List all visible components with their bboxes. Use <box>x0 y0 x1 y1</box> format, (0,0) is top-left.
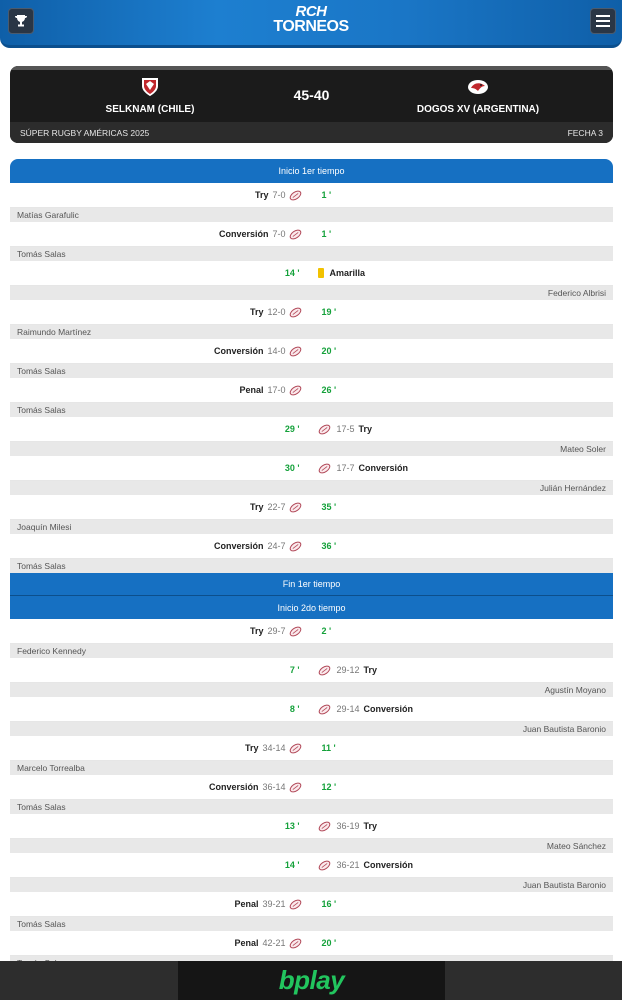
rugby-ball-icon <box>318 424 331 435</box>
match-round: FECHA 3 <box>567 127 603 138</box>
event-player: Tomás Salas <box>10 403 613 417</box>
event-player: Agustín Moyano <box>10 683 613 697</box>
event-score: 36-14 <box>262 782 286 792</box>
rugby-ball-icon <box>289 782 302 793</box>
event-row[interactable] <box>10 495 613 520</box>
event-away-detail <box>312 456 413 480</box>
away-team-name: DOGOS XV (ARGENTINA) <box>416 104 540 115</box>
event-ball <box>289 307 302 318</box>
event-minute-wrap <box>312 534 337 558</box>
event-ball <box>289 502 302 513</box>
event-type: Conversión <box>213 541 264 551</box>
event-ball <box>289 938 302 949</box>
event-row[interactable] <box>10 697 613 722</box>
rugby-ball-icon <box>318 860 331 871</box>
event-home-detail <box>255 183 312 207</box>
event-type: Amarilla <box>329 268 366 278</box>
rugby-ball-icon <box>289 541 302 552</box>
event-row[interactable] <box>10 619 613 644</box>
event-minute-wrap <box>285 456 312 480</box>
first-half-events <box>10 183 613 573</box>
away-crest-icon <box>363 76 593 98</box>
rugby-ball-icon <box>318 704 331 715</box>
event-minute-wrap <box>312 222 332 246</box>
event-minute-wrap <box>312 378 337 402</box>
event-score: 36-21 <box>336 860 360 870</box>
event-score: 17-7 <box>336 463 355 473</box>
event-type: Conversión <box>358 463 409 473</box>
rugby-ball-icon <box>289 190 302 201</box>
rugby-ball-icon <box>289 385 302 396</box>
logo-line2: TORNEOS <box>273 18 349 35</box>
event-type: Penal <box>234 938 259 948</box>
event-type: Conversión <box>218 229 269 239</box>
event-row[interactable] <box>10 456 613 481</box>
event-minute-wrap <box>312 495 337 519</box>
event-score: 17-5 <box>336 424 355 434</box>
event-score: 12-0 <box>267 307 286 317</box>
rugby-ball-icon <box>318 665 331 676</box>
event-ball <box>289 346 302 357</box>
event-home-detail <box>250 300 312 324</box>
event-row[interactable] <box>10 300 613 325</box>
event-ball <box>289 229 302 240</box>
event-away-detail <box>312 697 418 721</box>
event-minute: 13 ' <box>284 821 300 831</box>
event-home-detail <box>214 339 312 363</box>
event-type: Try <box>363 665 378 675</box>
event-home-detail <box>239 378 311 402</box>
event-minute: 7 ' <box>289 665 300 675</box>
rugby-ball-icon <box>289 502 302 513</box>
event-player: Tomás Salas <box>10 917 613 931</box>
event-type: Try <box>244 743 259 753</box>
event-ball <box>318 821 331 832</box>
rugby-ball-icon <box>289 229 302 240</box>
event-type: Conversión <box>363 860 414 870</box>
rugby-ball-icon <box>289 899 302 910</box>
rugby-ball-icon <box>318 463 331 474</box>
event-minute-wrap <box>312 300 337 324</box>
section-first-half-start: Inicio 1er tiempo <box>10 159 613 183</box>
event-score: 42-21 <box>262 938 286 948</box>
event-player: Juan Bautista Baronio <box>10 722 613 736</box>
event-minute-wrap <box>285 853 312 877</box>
event-minute: 2 ' <box>321 626 332 636</box>
event-minute-wrap <box>312 736 336 760</box>
event-ball <box>289 190 302 201</box>
event-row[interactable] <box>10 814 613 839</box>
scorecard-footer <box>10 122 613 143</box>
event-minute-wrap <box>290 697 312 721</box>
event-minute: 16 ' <box>321 899 337 909</box>
event-type: Try <box>363 821 378 831</box>
rugby-ball-icon <box>289 626 302 637</box>
event-minute: 26 ' <box>321 385 337 395</box>
event-type: Penal <box>239 385 264 395</box>
event-home-detail <box>250 619 312 643</box>
event-player: Tomás Salas <box>10 800 613 814</box>
event-player: Mateo Soler <box>10 442 613 456</box>
event-score: 7-0 <box>272 229 286 239</box>
event-ball <box>318 704 331 715</box>
event-ball <box>318 424 331 435</box>
match-scorecard[interactable] <box>10 66 613 143</box>
event-minute: 19 ' <box>321 307 337 317</box>
event-row[interactable] <box>10 658 613 683</box>
event-minute: 20 ' <box>321 938 337 948</box>
event-row[interactable] <box>10 339 613 364</box>
event-score: 29-12 <box>336 665 360 675</box>
event-minute-wrap <box>285 814 312 838</box>
event-row[interactable] <box>10 853 613 878</box>
event-minute: 20 ' <box>321 346 337 356</box>
event-row[interactable] <box>10 892 613 917</box>
event-row[interactable] <box>10 183 613 208</box>
event-score: 17-0 <box>267 385 286 395</box>
event-type: Conversión <box>208 782 259 792</box>
event-minute: 35 ' <box>321 502 337 512</box>
event-player: Marcelo Torrealba <box>10 761 613 775</box>
logo-line1: RCH <box>295 3 327 20</box>
event-type: Try <box>358 424 373 434</box>
section-first-half-end: Fin 1er tiempo <box>10 573 613 596</box>
event-ball <box>289 782 302 793</box>
event-type: Try <box>254 190 269 200</box>
event-row[interactable] <box>10 261 613 286</box>
yellow-card-icon <box>318 268 324 278</box>
event-minute: 30 ' <box>284 463 300 473</box>
rugby-ball-icon <box>289 346 302 357</box>
rugby-ball-icon <box>318 821 331 832</box>
app-header <box>0 0 622 48</box>
rugby-ball-icon <box>289 743 302 754</box>
event-ball <box>318 860 331 871</box>
event-type: Conversión <box>363 704 414 714</box>
event-score: 29-14 <box>336 704 360 714</box>
event-player: Juan Bautista Baronio <box>10 878 613 892</box>
event-away-detail <box>312 261 370 285</box>
event-ball <box>289 626 302 637</box>
away-team[interactable] <box>363 76 593 115</box>
event-row[interactable] <box>10 378 613 403</box>
event-ball <box>289 743 302 754</box>
event-minute: 14 ' <box>284 860 300 870</box>
event-ball <box>289 899 302 910</box>
event-minute: 14 ' <box>284 268 300 278</box>
event-minute-wrap <box>312 931 337 955</box>
event-minute-wrap <box>312 892 337 916</box>
event-home-detail <box>209 775 312 799</box>
event-player: Tomás Salas <box>10 247 613 261</box>
app-logo[interactable] <box>0 4 622 34</box>
event-player: Federico Albrisi <box>10 286 613 300</box>
hamburger-menu-icon <box>596 15 610 27</box>
event-player: Tomás Salas <box>10 364 613 378</box>
event-score: 39-21 <box>262 899 286 909</box>
event-type: Try <box>249 502 264 512</box>
ad-brand: bplay <box>278 965 345 995</box>
event-row[interactable] <box>10 222 613 247</box>
event-home-detail <box>250 495 312 519</box>
ad-banner[interactable] <box>178 961 445 1000</box>
event-home-detail <box>234 931 311 955</box>
match-timeline <box>10 159 613 970</box>
event-row[interactable] <box>10 534 613 559</box>
rugby-ball-icon <box>289 307 302 318</box>
event-player: Mateo Sánchez <box>10 839 613 853</box>
event-row[interactable] <box>10 931 613 956</box>
event-player: Federico Kennedy <box>10 644 613 658</box>
match-score: 45-40 <box>293 87 330 103</box>
menu-button[interactable] <box>590 8 616 34</box>
event-type: Try <box>249 307 264 317</box>
home-team-name: SELKNAM (CHILE) <box>105 104 195 115</box>
event-type: Conversión <box>213 346 264 356</box>
event-home-detail <box>219 222 312 246</box>
event-score: 24-7 <box>267 541 286 551</box>
event-player: Raimundo Martínez <box>10 325 613 339</box>
event-player: Matías Garafulic <box>10 208 613 222</box>
event-score: 7-0 <box>272 190 286 200</box>
event-away-detail <box>312 417 377 441</box>
tournament-name: SÚPER RUGBY AMÉRICAS 2025 <box>20 127 150 138</box>
event-away-detail <box>312 814 382 838</box>
event-away-detail <box>312 853 418 877</box>
event-minute: 1 ' <box>321 190 332 200</box>
event-minute-wrap <box>290 658 312 682</box>
event-row[interactable] <box>10 775 613 800</box>
event-away-detail <box>312 658 382 682</box>
event-row[interactable] <box>10 417 613 442</box>
event-minute: 36 ' <box>321 541 337 551</box>
event-minute: 11 ' <box>321 743 336 753</box>
section-second-half-start: Inicio 2do tiempo <box>10 596 613 619</box>
event-player: Tomás Salas <box>10 559 613 573</box>
event-ball <box>289 385 302 396</box>
second-half-events <box>10 619 613 970</box>
event-minute-wrap <box>285 417 312 441</box>
event-minute-wrap <box>285 261 312 285</box>
event-minute: 8 ' <box>289 704 300 714</box>
event-ball <box>289 541 302 552</box>
event-type: Penal <box>234 899 259 909</box>
event-score: 36-19 <box>336 821 360 831</box>
event-ball <box>318 665 331 676</box>
event-score: 14-0 <box>267 346 286 356</box>
event-score: 29-7 <box>267 626 286 636</box>
event-minute-wrap <box>312 775 337 799</box>
scorecard-top-border <box>10 66 613 70</box>
event-score: 34-14 <box>262 743 286 753</box>
event-minute-wrap <box>312 183 332 207</box>
event-row[interactable] <box>10 736 613 761</box>
event-minute-wrap <box>312 339 337 363</box>
event-minute-wrap <box>312 619 332 643</box>
event-home-detail <box>245 736 312 760</box>
event-ball <box>318 463 331 474</box>
event-home-detail <box>234 892 311 916</box>
rugby-ball-icon <box>289 938 302 949</box>
event-minute: 1 ' <box>321 229 332 239</box>
event-minute: 29 ' <box>284 424 300 434</box>
event-player: Joaquín Milesi <box>10 520 613 534</box>
event-type: Try <box>249 626 264 636</box>
event-home-detail <box>214 534 312 558</box>
event-score: 22-7 <box>267 502 286 512</box>
event-minute: 12 ' <box>321 782 337 792</box>
event-player: Julián Hernández <box>10 481 613 495</box>
